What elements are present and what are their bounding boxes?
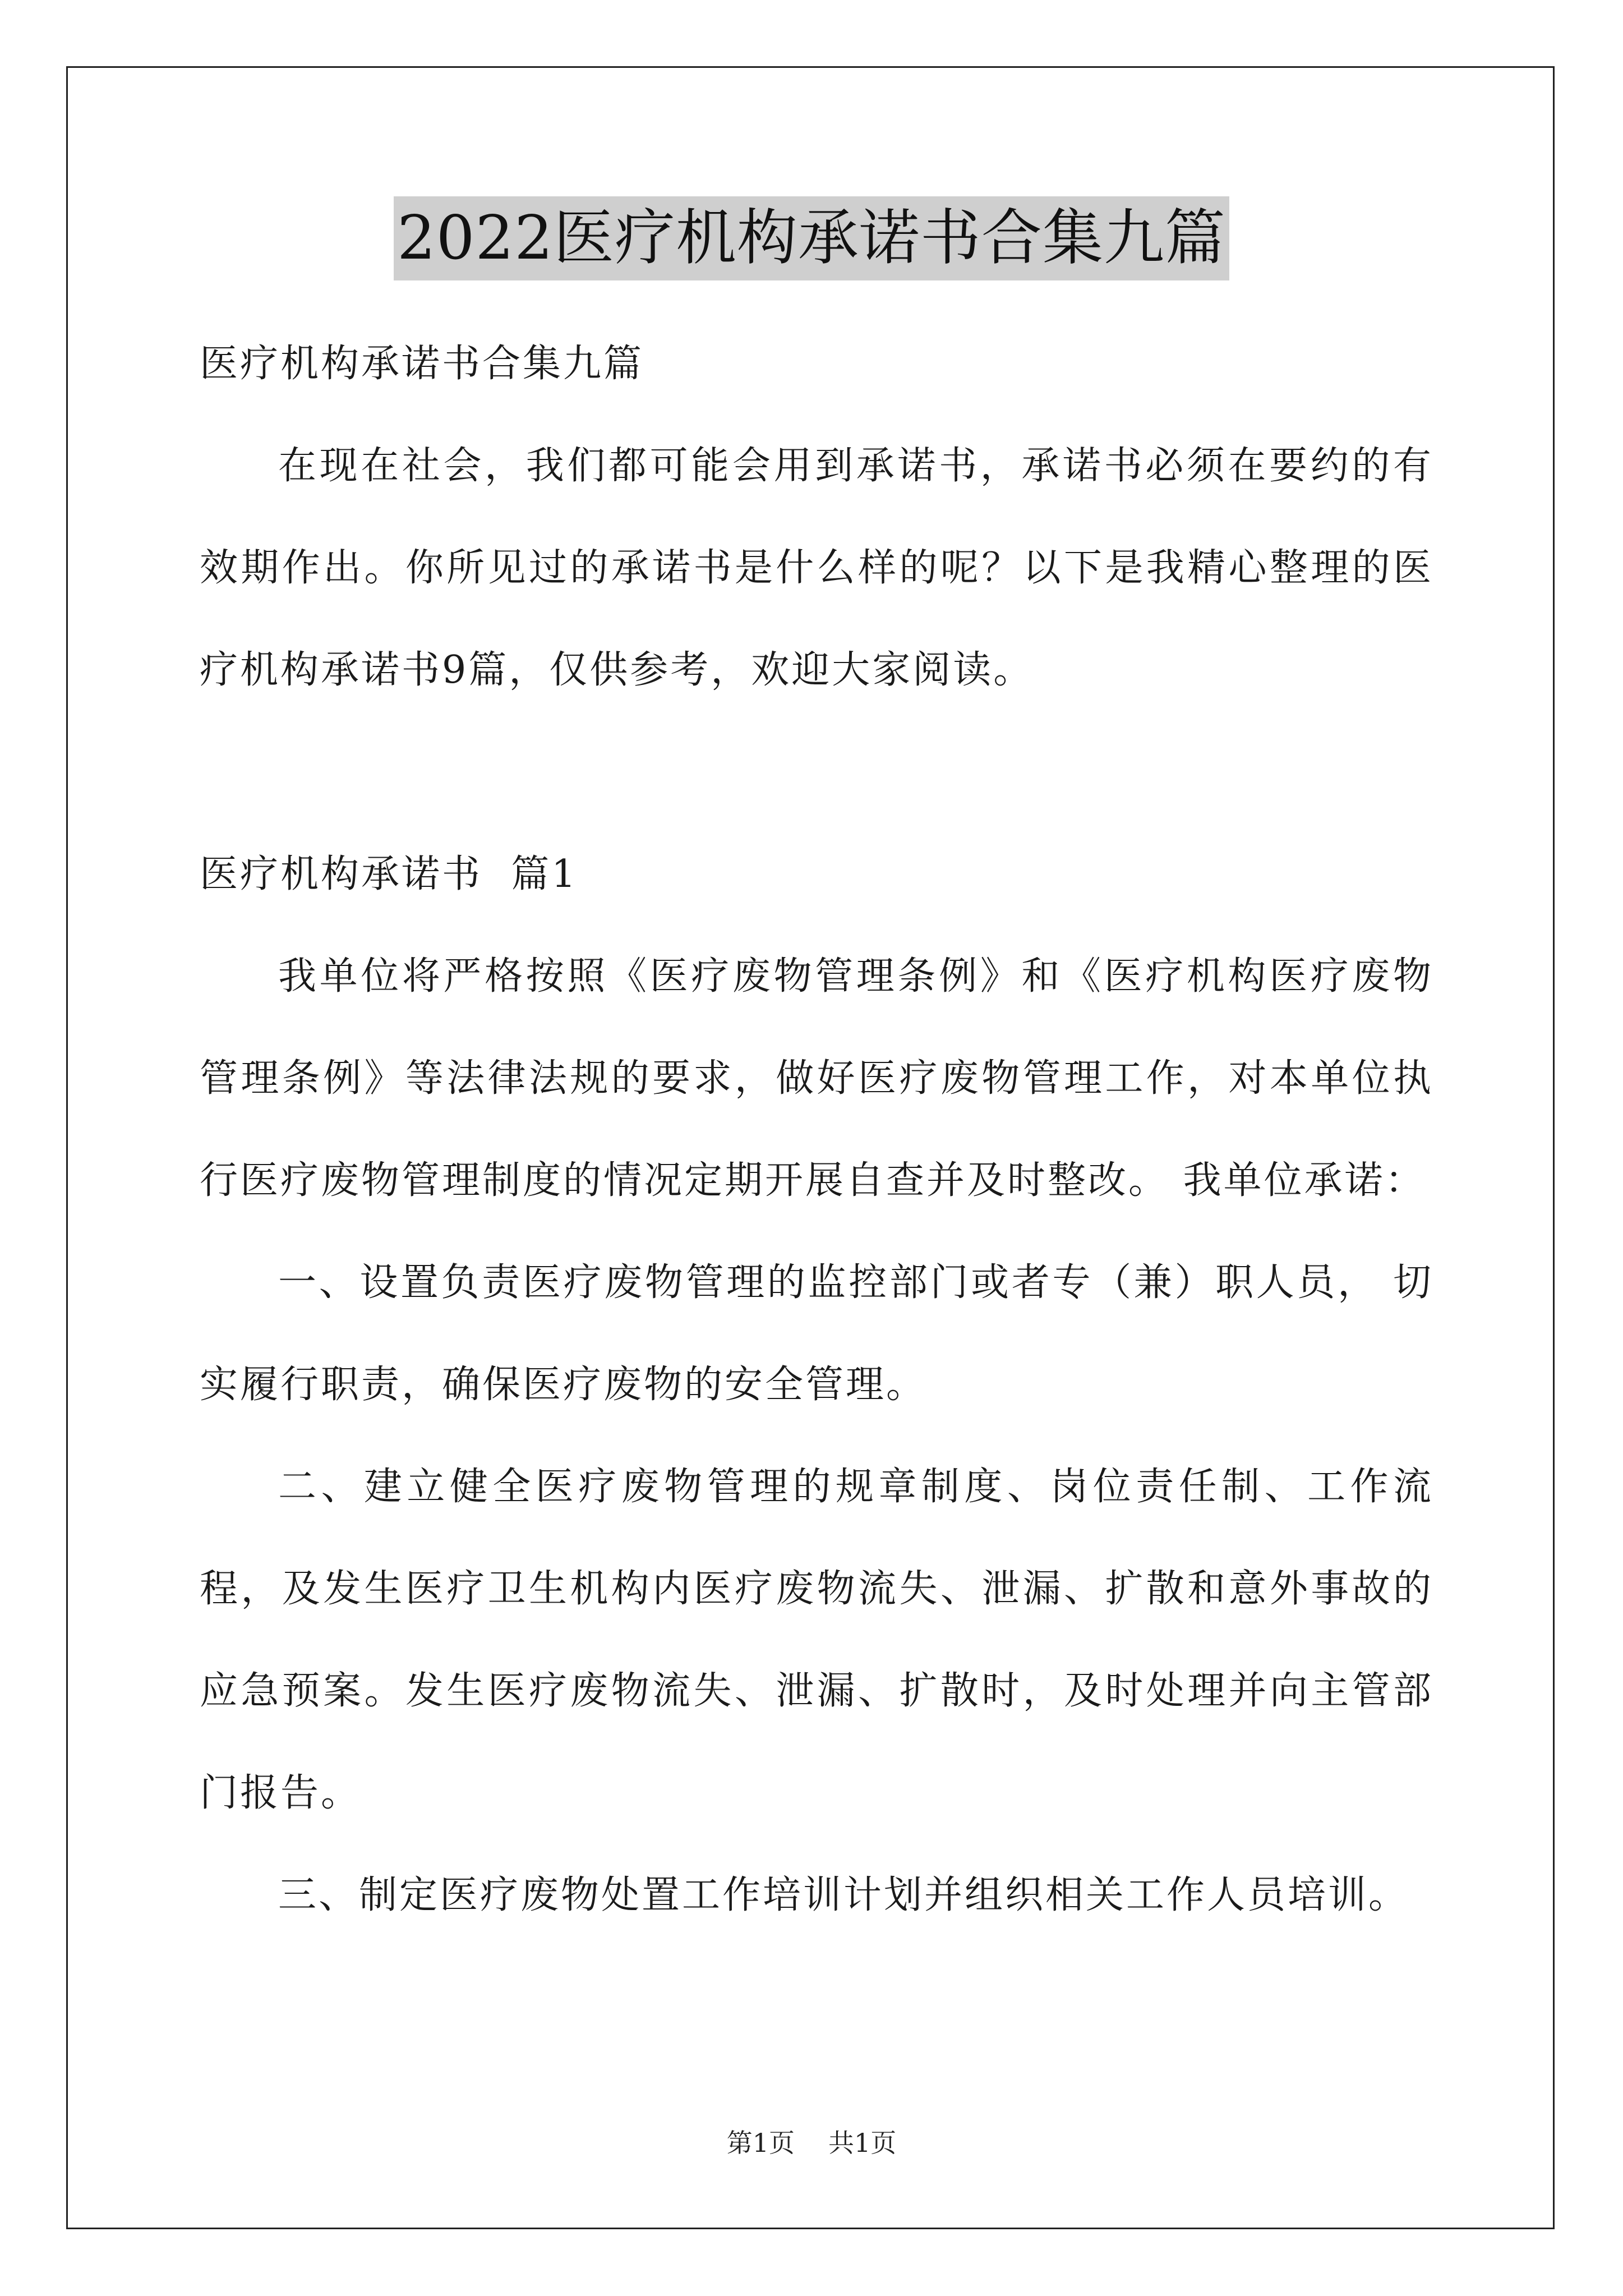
document-subtitle: 医疗机构承诺书合集九篇 [200,342,644,386]
section-heading: 医疗机构承诺书 篇1 [200,852,578,896]
body-paragraph: 三、制定医疗废物处置工作培训计划并组织相关工作人员培训。 [278,1873,1409,1917]
intro-paragraph: 在现在社会，我们都可能会用到承诺书，承诺书必须在要约的有效期作出。你所见过的承诺书是什么样的呢？以下是我精心整理的医疗机构承诺书9篇，仅供参考，欢迎大家阅读。 [200,444,1433,692]
body-paragraph: 一、设置负责医疗废物管理的监控部门或者专（兼）职人员， 切实履行职责，确保医疗废物的安全管理。 [200,1260,1433,1407]
title-container [0,196,1623,280]
page-number-current: 第1页 [726,2128,795,2158]
page-footer [0,2126,1623,2160]
body-paragraph: 我单位将严格按照《医疗废物管理条例》和《医疗机构医疗废物管理条例》等法律法规的要求，做好医疗废物管理工作，对本单位执行医疗废物管理制度的情况定期开展自查并及时整改。 我单位承诺： [200,954,1433,1203]
document-title: 2022医疗机构承诺书合集九篇 [394,196,1229,280]
page-number-total: 共1页 [828,2128,897,2158]
body-paragraph: 二、建立健全医疗废物管理的规章制度、岗位责任制、工作流程，及发生医疗卫生机构内医疗废物流失、泄漏、扩散和意外事故的应急预案。发生医疗废物流失、泄漏、扩散时，及时处理并向主管部门报告。 [200,1465,1433,1815]
document-body [200,313,1433,1947]
